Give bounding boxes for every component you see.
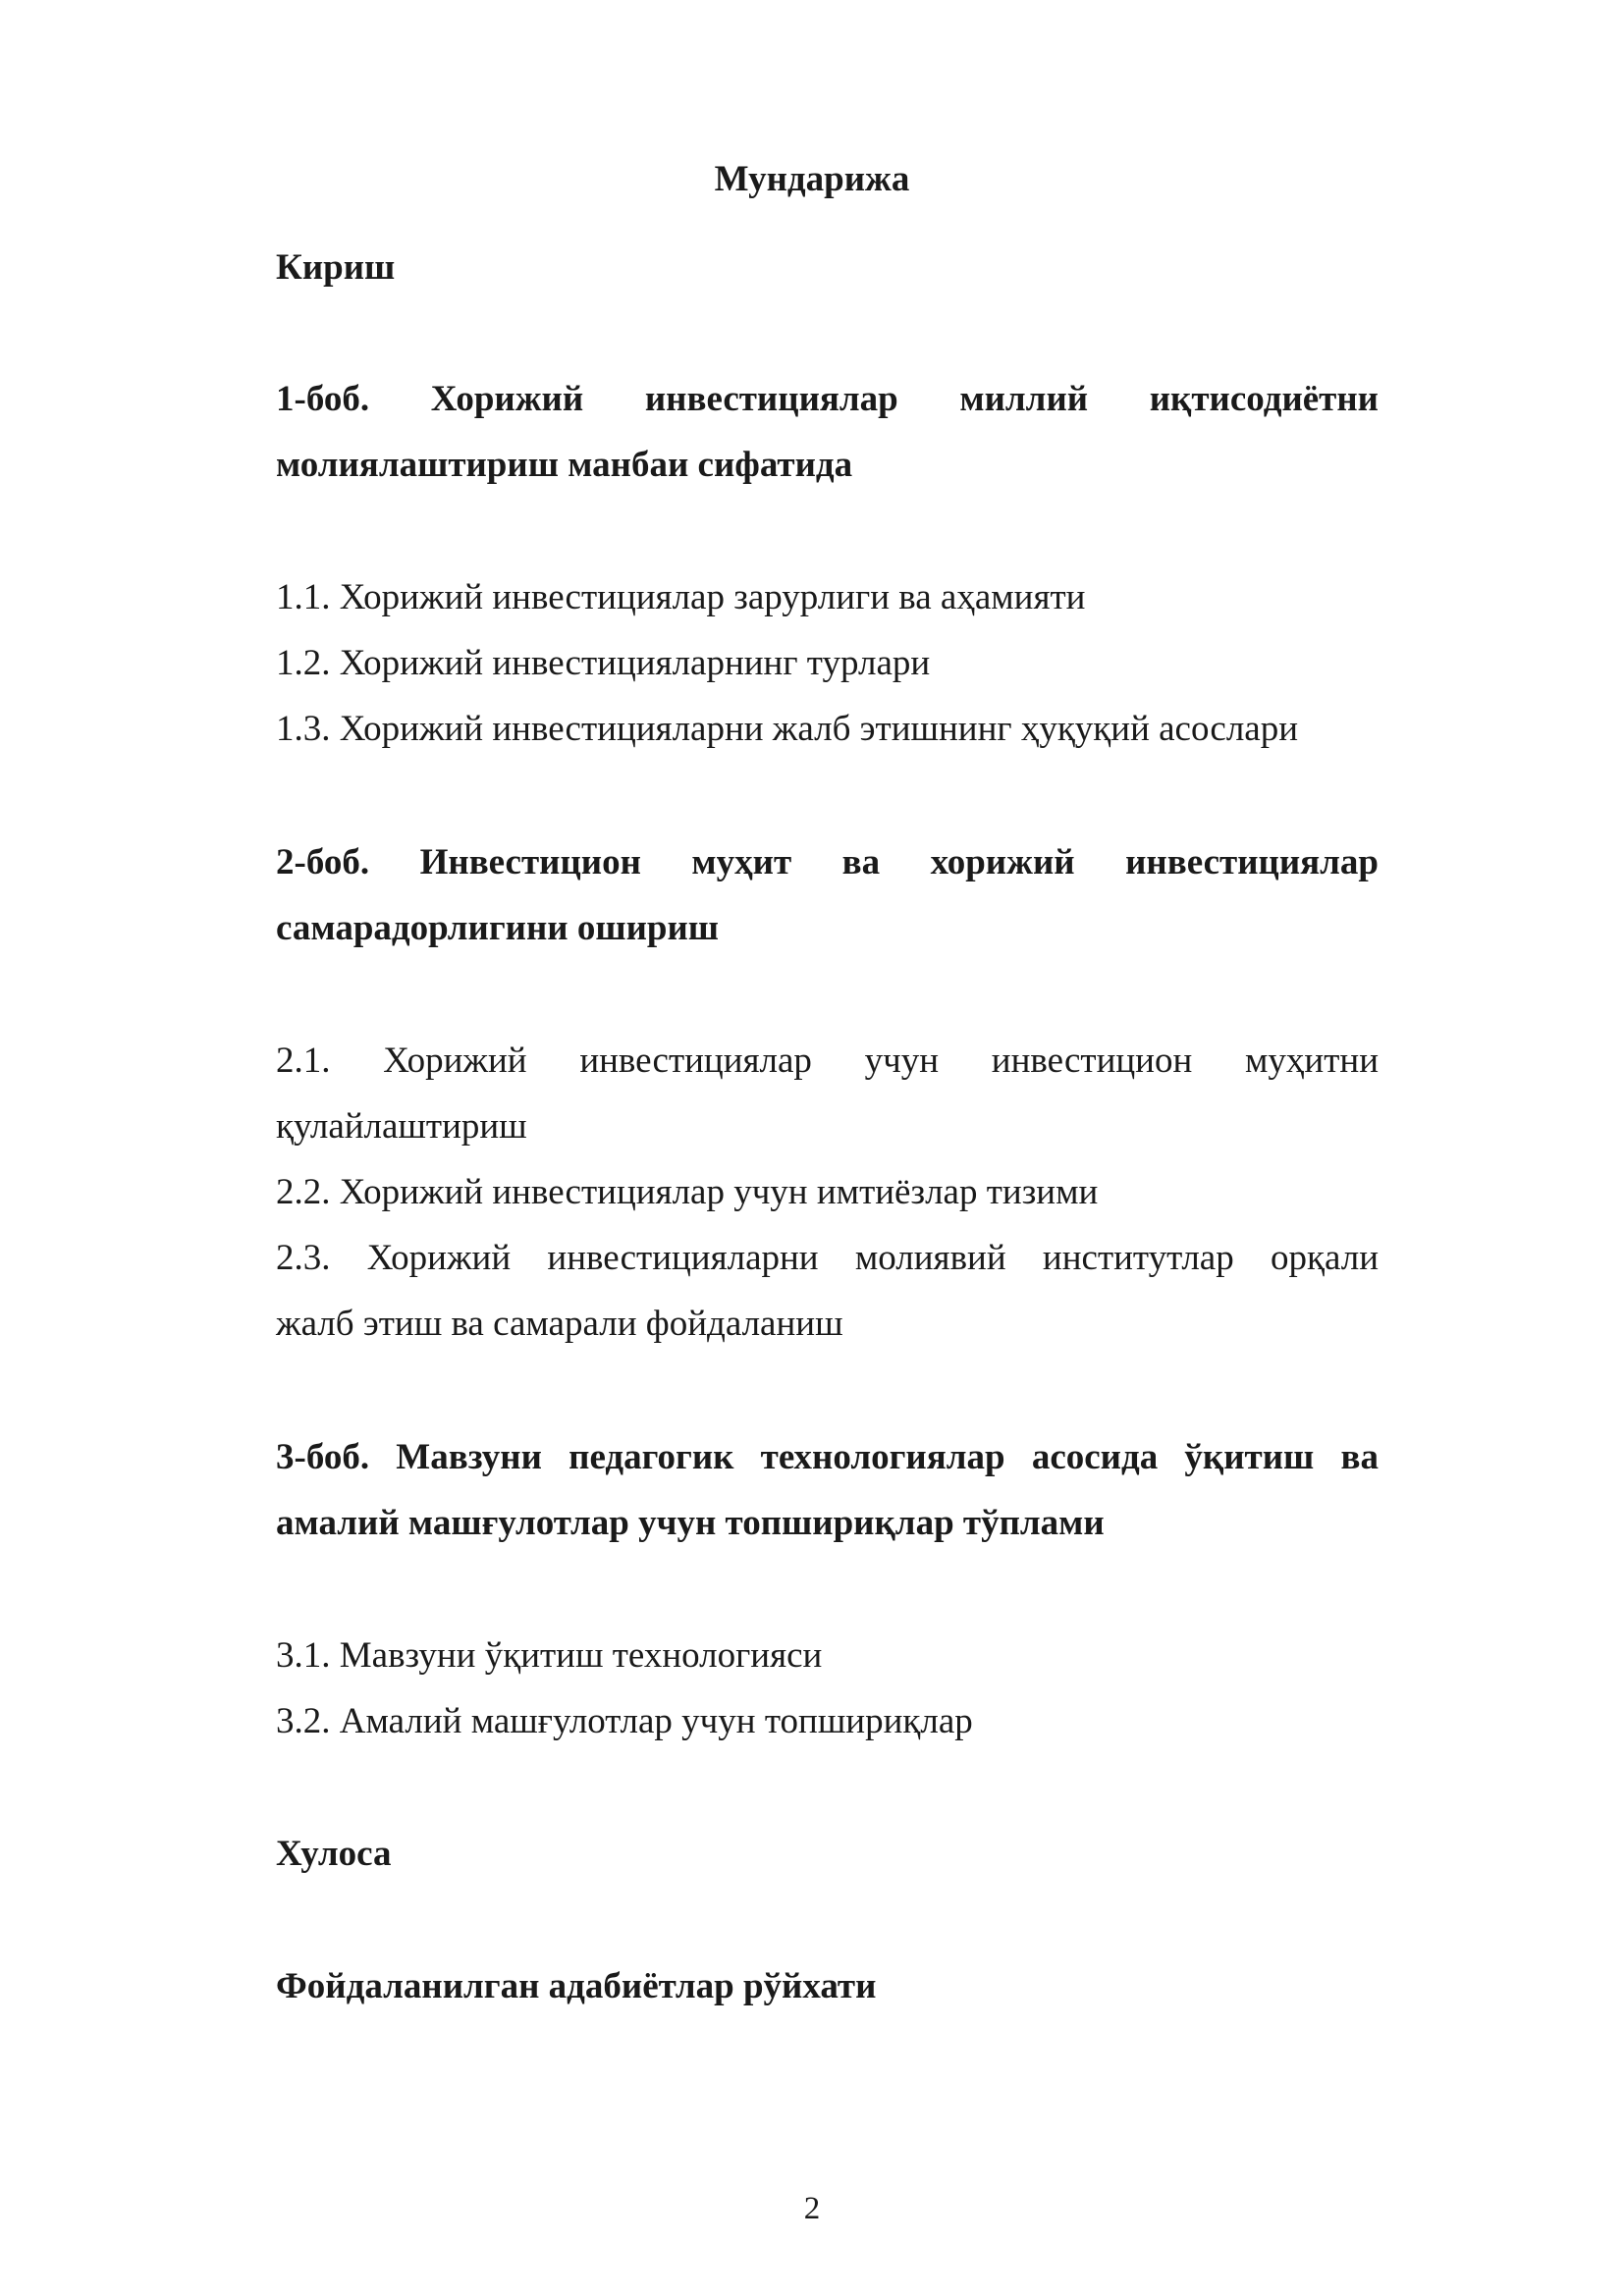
toc-conclusion: Хулоса (276, 1834, 392, 1874)
page-number: 2 (803, 2191, 821, 2226)
toc-item-1-3: 1.3. Хорижий инвестицияларни жалб этишнинг ҳуқуқий асослари (276, 709, 1299, 749)
toc-item-2-3-line1: 2.3. Хорижий инвестицияларни молиявий институтлар орқали (276, 1238, 1379, 1278)
toc-chapter3-title-line2: амалий машғулотлар учун топшириқлар тўплами (276, 1503, 1105, 1543)
toc-references: Фойдаланилган адабиётлар рўйхати (276, 1966, 877, 2006)
toc-title: Мундарижа (714, 159, 910, 199)
toc-chapter1-title-line2: молиялаштириш манбаи сифатида (276, 445, 853, 485)
toc-item-1-1: 1.1. Хорижий инвестициялар зарурлиги ва аҳамияти (276, 577, 1086, 617)
toc-chapter3-title-line1: 3-боб. Мавзуни педагогик технологиялар асосида ўқитиш ва (276, 1437, 1379, 1477)
toc-item-1-2: 1.2. Хорижий инвестицияларнинг турлари (276, 643, 931, 683)
toc-chapter1-title-line1: 1-боб. Хорижий инвестициялар миллий иқтисодиётни (276, 379, 1379, 419)
toc-item-2-2: 2.2. Хорижий инвестициялар учун имтиёзлар тизими (276, 1172, 1099, 1212)
toc-chapter2-title-line2: самарадорлигини ошириш (276, 908, 720, 948)
toc-item-2-3-line2: жалб этиш ва самарали фойдаланиш (276, 1304, 843, 1344)
toc-intro: Кириш (276, 247, 396, 288)
toc-chapter2-title-line1: 2-боб. Инвестицион муҳит ва хорижий инвестициялар (276, 842, 1379, 882)
toc-item-2-1-line2: қулайлаштириш (276, 1106, 527, 1147)
toc-item-3-2: 3.2. Амалий машғулотлар учун топшириқлар (276, 1701, 973, 1741)
toc-item-2-1-line1: 2.1. Хорижий инвестициялар учун инвестицион муҳитни (276, 1041, 1379, 1081)
toc-item-3-1: 3.1. Мавзуни ўқитиш технологияси (276, 1635, 823, 1676)
